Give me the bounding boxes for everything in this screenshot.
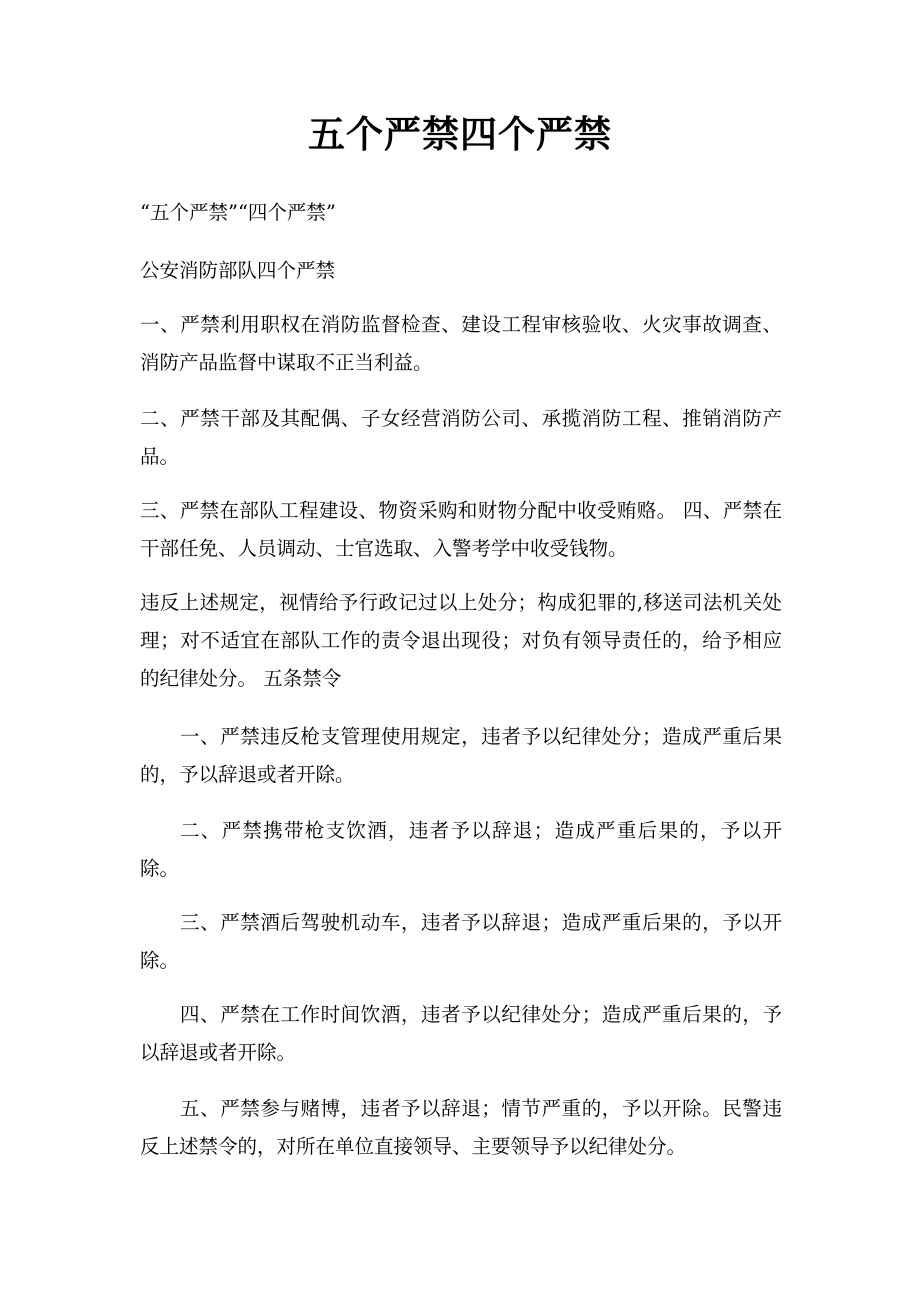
paragraph-ban-1: 一、严禁违反枪支管理使用规定，违者予以纪律处分；造成严重后果的，予以辞退或者开除。 — [140, 725, 782, 786]
paragraph-heading-quotes: “五个严禁”“四个严禁” — [140, 201, 336, 224]
paragraph-prohibition-3-4: 三、严禁在部队工程建设、物资采购和财物分配中收受贿赂。 四、严禁在干部任免、人员调动、士官选取、入警考学中收受钱物。 — [140, 499, 782, 560]
document-title: 五个严禁四个严禁 — [308, 112, 612, 156]
paragraph-prohibition-2: 二、严禁干部及其配偶、子女经营消防公司、承揽消防工程、推销消防产品。 — [140, 407, 782, 468]
paragraph-section-title: 公安消防部队四个严禁 — [140, 259, 336, 282]
paragraph-ban-4: 四、严禁在工作时间饮酒，违者予以纪律处分；造成严重后果的，予以辞退或者开除。 — [140, 1003, 782, 1064]
paragraph-ban-2: 二、严禁携带枪支饮酒，违者予以辞退；造成严重后果的，予以开除。 — [140, 819, 782, 880]
paragraph-penalty: 违反上述规定，视情给予行政记过以上处分；构成犯罪的,移送司法机关处理；对不适宜在部队工作的责令退出现役；对负有领导责任的，给予相应的纪律处分。 五条禁令 — [140, 591, 782, 690]
paragraph-ban-3: 三、严禁酒后驾驶机动车，违者予以辞退；造成严重后果的，予以开除。 — [140, 911, 782, 972]
paragraph-ban-5: 五、严禁参与赌博，违者予以辞退；情节严重的，予以开除。民警违反上述禁令的，对所在单位直接领导、主要领导予以纪律处分。 — [140, 1097, 782, 1158]
paragraph-prohibition-1: 一、严禁利用职权在消防监督检查、建设工程审核验收、火灾事故调查、消防产品监督中谋取不正当利益。 — [140, 313, 782, 374]
